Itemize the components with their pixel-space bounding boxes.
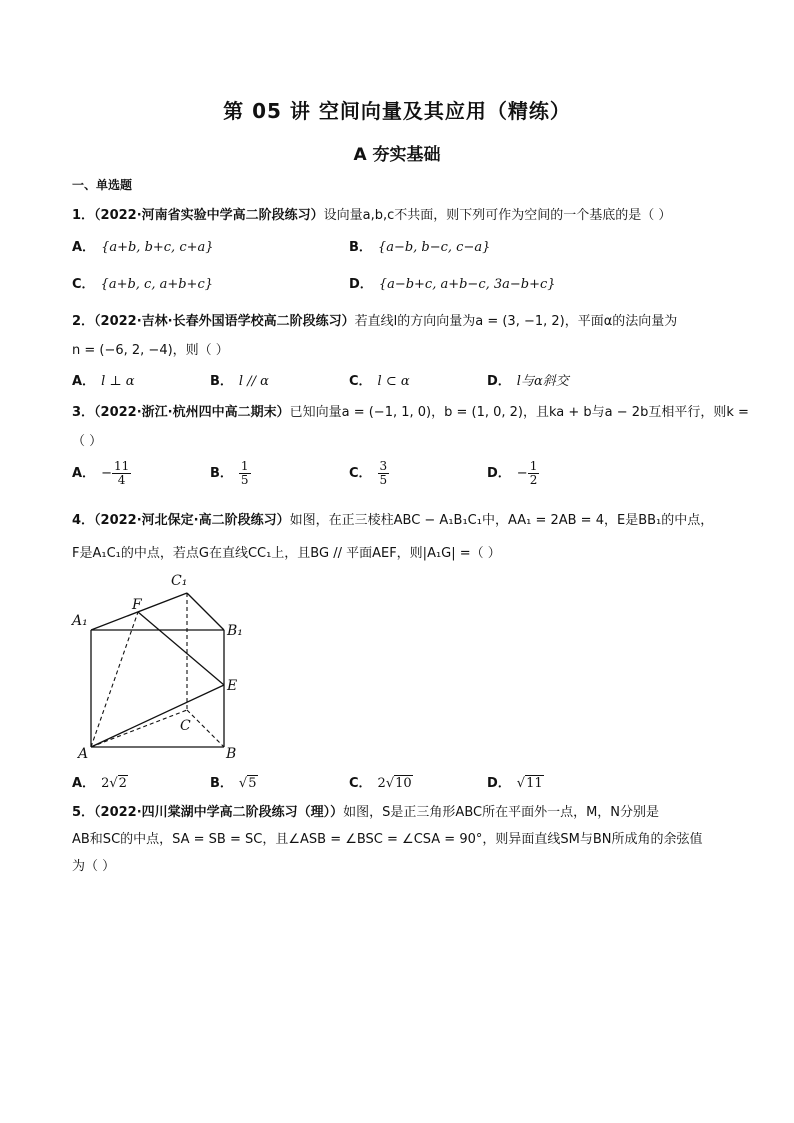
edge-af [91,612,138,747]
option-b: B． l // α [210,374,269,389]
option-b: B． √5 [210,776,257,791]
option-b: B． {a−b, b−c, c−a} [349,240,491,255]
edge-fe [138,612,224,685]
question-3 [72,401,749,420]
label-c: C [180,718,191,734]
question-number: 2． [72,314,95,329]
question-source: （2022·浙江·杭州四中高二期末） [94,405,290,420]
option-d: D． l与α斜交 [487,374,569,389]
question-text: 设向量a,b,c不共面，则下列可作为空间的一个基底的是（ ） [323,208,672,223]
question-5 [72,801,659,820]
edge-ac [91,710,187,747]
question-number: 1． [72,208,95,223]
question-text: 如图，在正三棱柱ABC − A₁B₁C₁中，AA₁ = 2AB = 4，E是BB₁的中点， [289,513,714,528]
prism-figure [60,565,260,765]
edge-c1b1 [187,593,224,630]
question-3-line-2: （ ） [72,434,103,449]
edge-cb [187,710,224,747]
option-a: A． {a+b, b+c, c+a} [72,240,214,255]
option-d: D． {a−b+c, a+b−c, 3a−b+c} [349,277,556,292]
question-number: 4． [72,513,95,528]
edge-ae [91,685,224,747]
question-4 [72,509,713,528]
option-a: A． 2√2 [72,776,127,791]
question-source: （2022·四川棠湖中学高二阶段练习（理）） [94,805,344,820]
option-a: A． l ⊥ α [72,374,135,389]
question-source: （2022·河南省实验中学高二阶段练习） [94,208,324,223]
question-source: （2022·河北保定·高二阶段练习） [94,513,290,528]
question-4-line-2: F是A₁C₁的中点，若点G在直线CC₁上，且BG // 平面AEF，则|A₁G| =（ ） [72,546,501,561]
option-d: D． √11 [487,776,543,791]
label-b1: B₁ [227,623,243,639]
question-source: （2022·吉林·长春外国语学校高二阶段练习） [94,314,355,329]
label-a1: A₁ [72,613,88,629]
question-text: 若直线l的方向向量为a = (3, −1, 2)，平面α的法向量为 [354,314,678,329]
question-1 [72,204,671,223]
label-b: B [226,746,237,762]
question-2 [72,310,677,329]
page-title: 第 05 讲 空间向量及其应用（精练） [223,99,571,123]
page-subtitle: A 夯实基础 [353,145,441,165]
question-number: 5． [72,805,95,820]
question-5-line-3: 为（ ） [72,859,116,874]
option-c: C． $\frac{3}{5}$ [349,459,388,487]
option-c: C． 2√10 [349,776,412,791]
section-heading: 一、单选题 [72,178,133,192]
option-b: B． $\frac{1}{5}$ [210,459,249,487]
question-number: 3． [72,405,95,420]
question-5-line-2: AB和SC的中点，SA = SB = SC，且∠ASB = ∠BSC = ∠CSA = 90°，则异面直线SM与BN所成角的余弦值 [72,832,703,847]
question-text: 如图，S是正三角形ABC所在平面外一点，M，N分别是 [343,805,660,820]
label-c1: C₁ [171,573,188,589]
option-d: D． − $\frac{1}{2}$ [487,459,538,487]
label-e: E [227,678,238,694]
label-a: A [78,746,89,762]
option-a: A． − $\frac{11}{4}$ [72,459,130,487]
option-c: C． {a+b, c, a+b+c} [72,277,214,292]
option-c: C． l ⊂ α [349,374,410,389]
question-2-line-2: n = (−6, 2, −4)，则（ ） [72,343,229,358]
question-text: 已知向量a = (−1, 1, 0)，b = (1, 0, 2)，且ka + b与a − 2b互相平行，则k = [289,405,749,420]
label-f: F [132,597,142,613]
